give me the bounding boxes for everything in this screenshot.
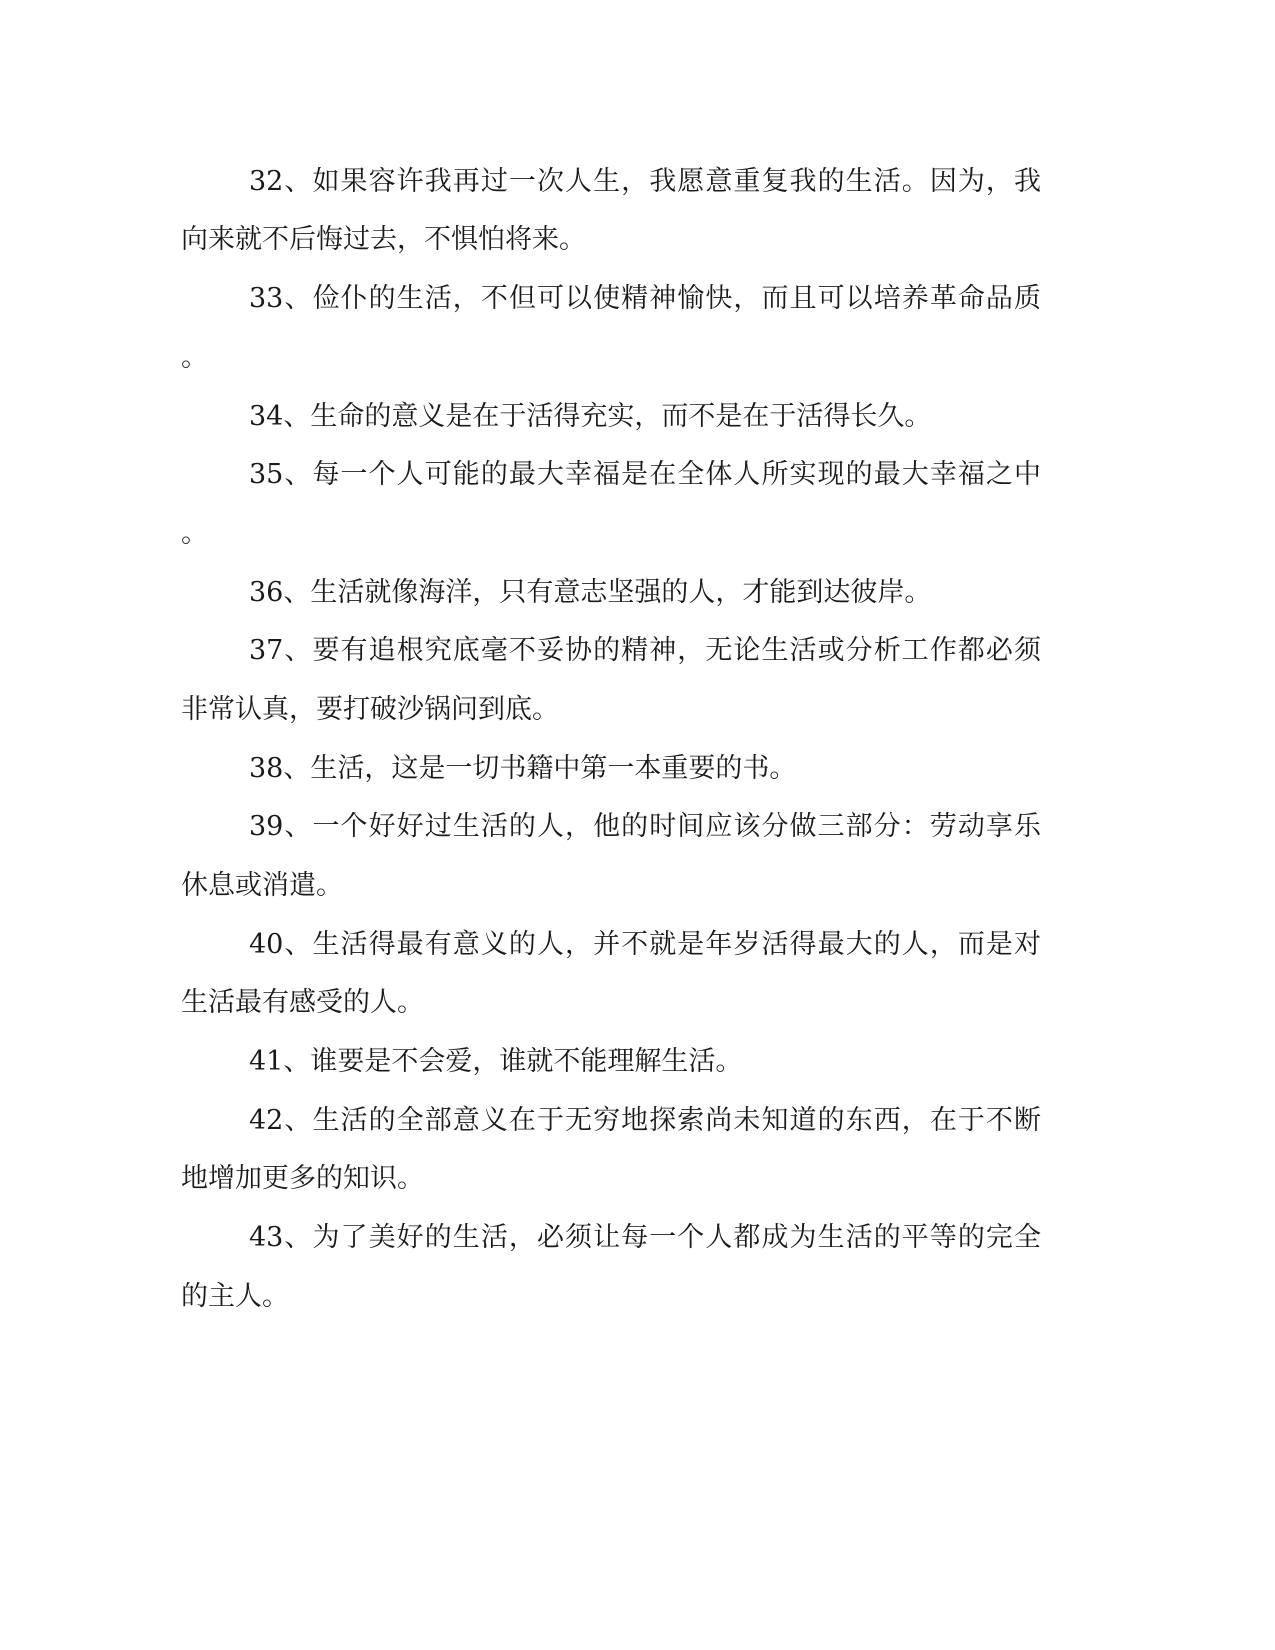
quote-32-line-2: 向来就不后悔过去，不惧怕将来。 [181,224,586,255]
quote-38-line-1: 38、生活，这是一切书籍中第一本重要的书。 [249,753,797,784]
quote-32-line-1: 32、如果容许我再过一次人生，我愿意重复我的生活。因为，我 [249,166,1041,197]
quote-39-line-2: 休息或消遣。 [181,870,343,901]
quote-42-line-2: 地增加更多的知识。 [181,1163,424,1194]
quote-35-line-1: 35、每一个人可能的最大幸福是在全体人所实现的最大幸福之中 [249,459,1041,490]
quote-40-line-1: 40、生活得最有意义的人，并不就是年岁活得最大的人，而是对 [249,929,1041,960]
quote-43-line-2: 的主人。 [181,1281,289,1312]
quote-42-line-1: 42、生活的全部意义在于无穷地探索尚未知道的东西，在于不断 [249,1105,1041,1136]
quote-36-line-1: 36、生活就像海洋，只有意志坚强的人，才能到达彼岸。 [249,577,932,608]
quote-37-line-2: 非常认真，要打破沙锅问到底。 [181,694,559,725]
quote-33-line-2: 。 [181,342,208,373]
quote-43-line-1: 43、为了美好的生活，必须让每一个人都成为生活的平等的完全 [249,1222,1041,1253]
quote-41-line-1: 41、谁要是不会爱，谁就不能理解生活。 [249,1046,743,1077]
quote-34-line-1: 34、生命的意义是在于活得充实，而不是在于活得长久。 [249,401,932,432]
quote-39-line-1: 39、一个好好过生活的人，他的时间应该分做三部分：劳动享乐 [249,811,1041,842]
quote-37-line-1: 37、要有追根究底毫不妥协的精神，无论生活或分析工作都必须 [249,635,1041,666]
quote-35-line-2: 。 [181,518,208,549]
quote-40-line-2: 生活最有感受的人。 [181,987,424,1018]
quote-33-line-1: 33、俭仆的生活，不但可以使精神愉快，而且可以培养革命品质 [249,283,1041,314]
